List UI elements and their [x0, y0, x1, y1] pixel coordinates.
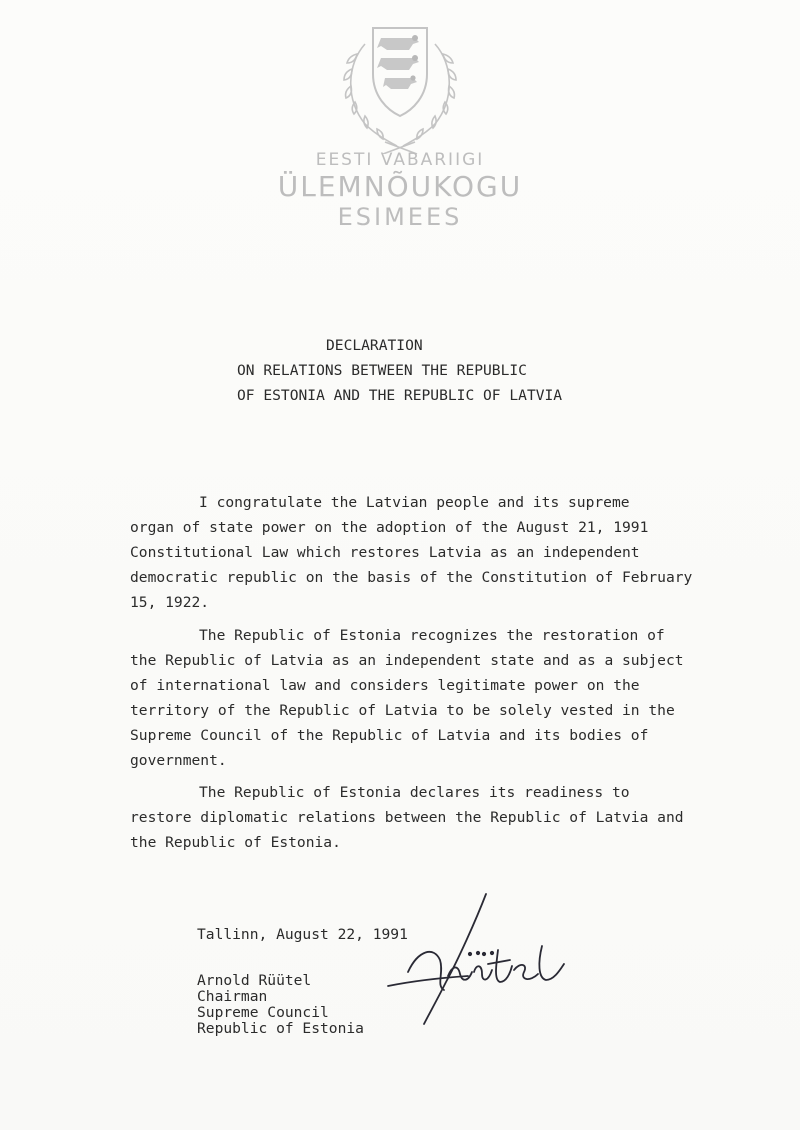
signatory-name: Arnold Rüütel: [197, 972, 312, 989]
signature-icon: [378, 890, 578, 1030]
coat-of-arms-icon: [335, 14, 465, 154]
declaration-subtitle-line-1: ON RELATIONS BETWEEN THE REPUBLIC: [237, 362, 527, 379]
paragraph-2-line: the Republic of Latvia as an independent state and as a subject: [130, 652, 684, 669]
paragraph-1-line: I congratulate the Latvian people and its supreme: [199, 494, 630, 511]
paragraph-1-line: Constitutional Law which restores Latvia as an independent: [130, 544, 640, 561]
paragraph-1-line: organ of state power on the adoption of the August 21, 1991: [130, 519, 649, 536]
declaration-subtitle-line-2: OF ESTONIA AND THE REPUBLIC OF LATVIA: [237, 387, 563, 404]
place-and-date: Tallinn, August 22, 1991: [197, 926, 408, 943]
paragraph-3-line: the Republic of Estonia.: [130, 834, 341, 851]
paragraph-2-line: government.: [130, 752, 227, 769]
paragraph-2-line: of international law and considers legitimate power on the: [130, 677, 640, 694]
signatory-position: Chairman: [197, 988, 268, 1005]
letterhead: [0, 10, 800, 235]
letterhead-line-2: ÜLEMNÕUKOGU: [277, 170, 523, 203]
letterhead-line-3: ESIMEES: [337, 203, 463, 231]
paragraph-3-line: The Republic of Estonia declares its readiness to: [199, 784, 630, 801]
paragraph-2-line: Supreme Council of the Republic of Latvia and its bodies of: [130, 727, 649, 744]
letterhead-line-1: EESTI VABARIIGI: [315, 150, 485, 170]
paragraph-1-line: democratic republic on the basis of the Constitution of February: [130, 569, 693, 586]
signatory-country: Republic of Estonia: [197, 1020, 364, 1037]
declaration-title: DECLARATION: [326, 337, 423, 354]
paragraph-2-line: The Republic of Estonia recognizes the restoration of: [199, 627, 665, 644]
paragraph-1-line: 15, 1922.: [130, 594, 210, 611]
paragraph-2-line: territory of the Republic of Latvia to be solely vested in the: [130, 702, 675, 719]
signatory-body: Supreme Council: [197, 1004, 329, 1021]
paragraph-3-line: restore diplomatic relations between the Republic of Latvia and: [130, 809, 684, 826]
